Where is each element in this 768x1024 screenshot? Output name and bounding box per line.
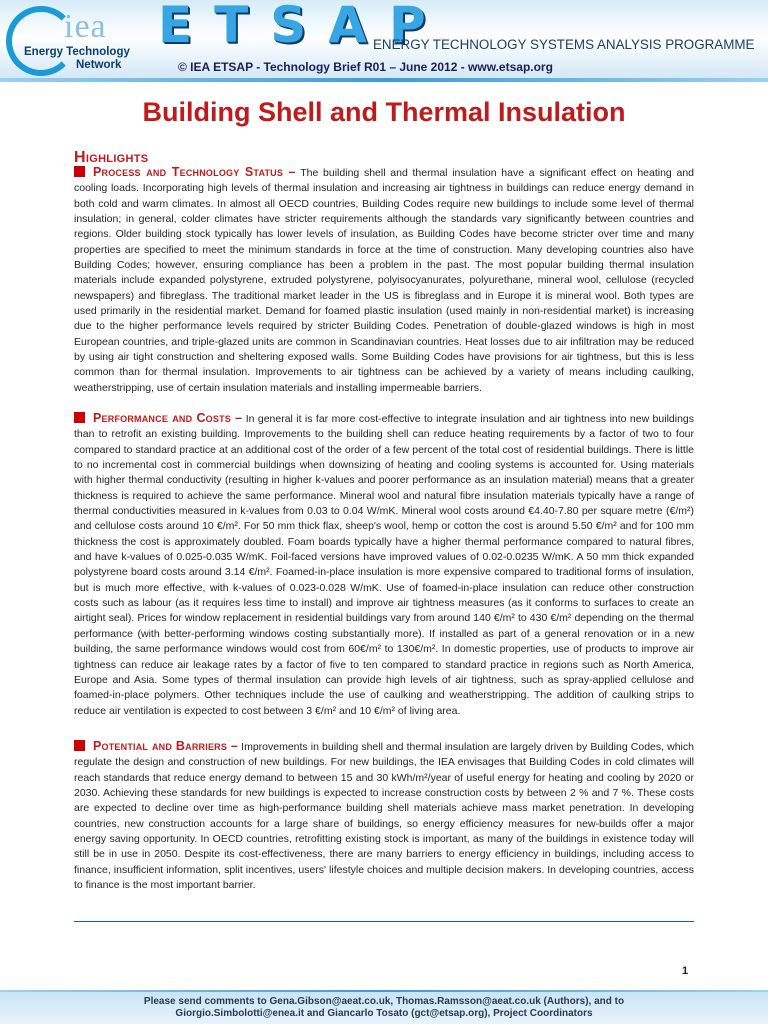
logo-energy-technology: Energy Technology — [24, 46, 130, 58]
section-heading: Potential and Barriers – — [93, 739, 239, 753]
section-body: In general it is far more cost-effective to integrate insulation and air tightness into new buildings than to retrofit an existing building. Improvements to the building shell can reduce heating requirements by a factor of two to four compared to standard practice at an additional cost of the order of a few percent of the total cost of residential buildings. There is little to no incremental cost in commercial buildings when downsizing of heating and cooling systems is accounted for. Using materials with higher thermal conductivity (resulting in higher k-values and poorer performance as an insulation material) means that a greater thickness is required to achieve the same performance. Mineral wool and natural fibre insulation materials typically have a range of thermal conductivities measured in k-values from 0.03 to 0.04 W/mK. Mineral wool costs around €4.40-7.80 per square metre (€/m²) and cellulose costs around 10 €/m². For 50 mm thick flax, sheep's wool, hemp or cotton the cost is around 5.50 €/m² and for 100 mm thickness the cost is approximately doubled. Foam boards typically have a higher thermal performance compared to natural fibres, and have k-values of 0.025-0.035 W/mK. Foil-faced versions have improved values of 0.02-0.0235 W/mK. A 50 mm thick expanded polystyrene board costs around 3.14 €/m². Foamed-in-place insulation is more expensive compared to traditional forms of insulation, but is much more effective, with k-values of 0.023-0.028 W/mK. Use of foamed-in-place insulation can reduce other construction costs such as labour (as it requires less time to install) and improve air tightness measures (as it conforms to surfaces to create an airtight seal). Prices for window replacement in residential buildings vary from around 140 €/m² to 430 €/m² depending on the thermal performance (with better-performing windows costing substantially more). If installed as part of a general renovation or in a new building, the same performance windows would cost from 60€/m² to 130€/m². In domestic properties, use of products to improve air tightness can reduce air leakage rates by a factor of five to ten compared to standard practice in regions such as North America, Europe and Asia. Some types of thermal insulation can provide high levels of air tightness, such as spray-applied cellulose and foamed-in-place polymers. Other techniques include the use of caulking and weatherstripping. The addition of caulking strips to reduce air ventilation is expected to cost between 3 €/m² and 10 €/m² of living area. — [74, 413, 695, 717]
iea-logo — [6, 4, 166, 78]
programme-name: ENERGY TECHNOLOGY SYSTEMS ANALYSIS PROGRAMME — [373, 37, 755, 52]
section-heading: Performance and Costs – — [93, 411, 243, 425]
section-body: The building shell and thermal insulation have a significant effect on heating and cooling loads. Incorporating high levels of thermal insulation and increasing air tightness in buildings can reduce energy demand in both cold and warm climates. In almost all OECD countries, Building Codes require new buildings to include some level of thermal insulation; in general, colder climates have stricter requirements although the standards vary significantly between countries and regions. Older building stock typically has lower levels of insulation, as Building Codes have become stricter over time and many properties are specified to meet the minimum standards in force at the time of construction. Many developing countries also have Building Codes; however, ensuring compliance has been a problem in the past. The most popular building thermal insulation materials include expanded polystyrene, extruded polystyrene, polyisocyanurates, polyurethane, mineral wool, cellulose (recycled newspapers) and fibreglass. The traditional market leader in the US is fibreglass and in Europe it is mineral wool. Both types are used primarily in the residential market. Demand for foamed plastic insulation (used mainly in non-residential market) is increasing due to the higher performance levels required by stricter Building Codes. Penetration of double-glazed windows is high in most European countries, and triple-glazed units are common in Scandinavian countries. Heat losses due to air infiltration may be reduced by using air tight construction and sheltering exposed walls. Some Building Codes have provisions for air tightness, but this is less common than for thermal insulation. Improvements to air tightness can be achieved by a variety of means including caulking, weatherstripping, use of certain insulation materials and installing impermeable barriers. — [74, 167, 695, 394]
logo-network: Network — [76, 59, 122, 71]
section-potential-barriers — [74, 739, 694, 893]
page-title: Building Shell and Thermal Insulation — [142, 97, 626, 127]
footer-line-2: Giorgio.Simbolotti@enea.it and Giancarlo Tosato (gct@etsap.org), Project Coordinators — [175, 1008, 593, 1019]
highlights-heading: Highlights — [74, 149, 149, 166]
section-body: Improvements in building shell and thermal insulation are largely driven by Building Codes, which regulate the design and construction of new buildings. For new buildings, the IEA envisages that Building Codes in cold climates will reach standards that reduce energy demand to between 15 and 30 kWh/m²/year of useful energy for heating and cooling by 2020 or 2030. Achieving these standards for new buildings is expected to increase construction costs by between 2 % and 7 %. These costs are expected to decline over time as high-performance building shell materials achieve mass market penetration. In developing countries, new construction accounts for a large share of buildings, so energy efficiency measures for new-builds offer a major energy saving opportunity. In OECD countries, retrofitting existing stock is important, as many of the buildings in existence today will still be in use in 2050. Despite its cost-effectiveness, there are many barriers to energy efficiency in buildings, including access to finance, insufficient information, split incentives, users' lifestyle choices and multiple decision makers. In developing countries, access to finance is the most important barrier. — [74, 741, 694, 892]
section-performance-costs — [74, 411, 694, 719]
section-heading: Process and Technology Status – — [93, 165, 296, 179]
etsap-wordmark: ETSAP — [158, 0, 448, 54]
tech-brief-line: © IEA ETSAP - Technology Brief R01 – June 2012 - www.etsap.org — [178, 60, 553, 74]
section-process-technology — [74, 165, 694, 396]
page-number: 1 — [682, 965, 689, 977]
footer-line-1: Please send comments to Gena.Gibson@aeat.co.uk, Thomas.Ramsson@aeat.co.uk (Authors), and to — [143, 996, 625, 1007]
header-rule — [0, 78, 768, 82]
divider-line — [74, 921, 694, 922]
red-square-bullet-icon — [74, 166, 85, 177]
red-square-bullet-icon — [74, 740, 85, 751]
logo-iea-text: iea — [64, 8, 107, 45]
footer-contacts — [0, 996, 768, 1020]
red-square-bullet-icon — [74, 412, 85, 423]
